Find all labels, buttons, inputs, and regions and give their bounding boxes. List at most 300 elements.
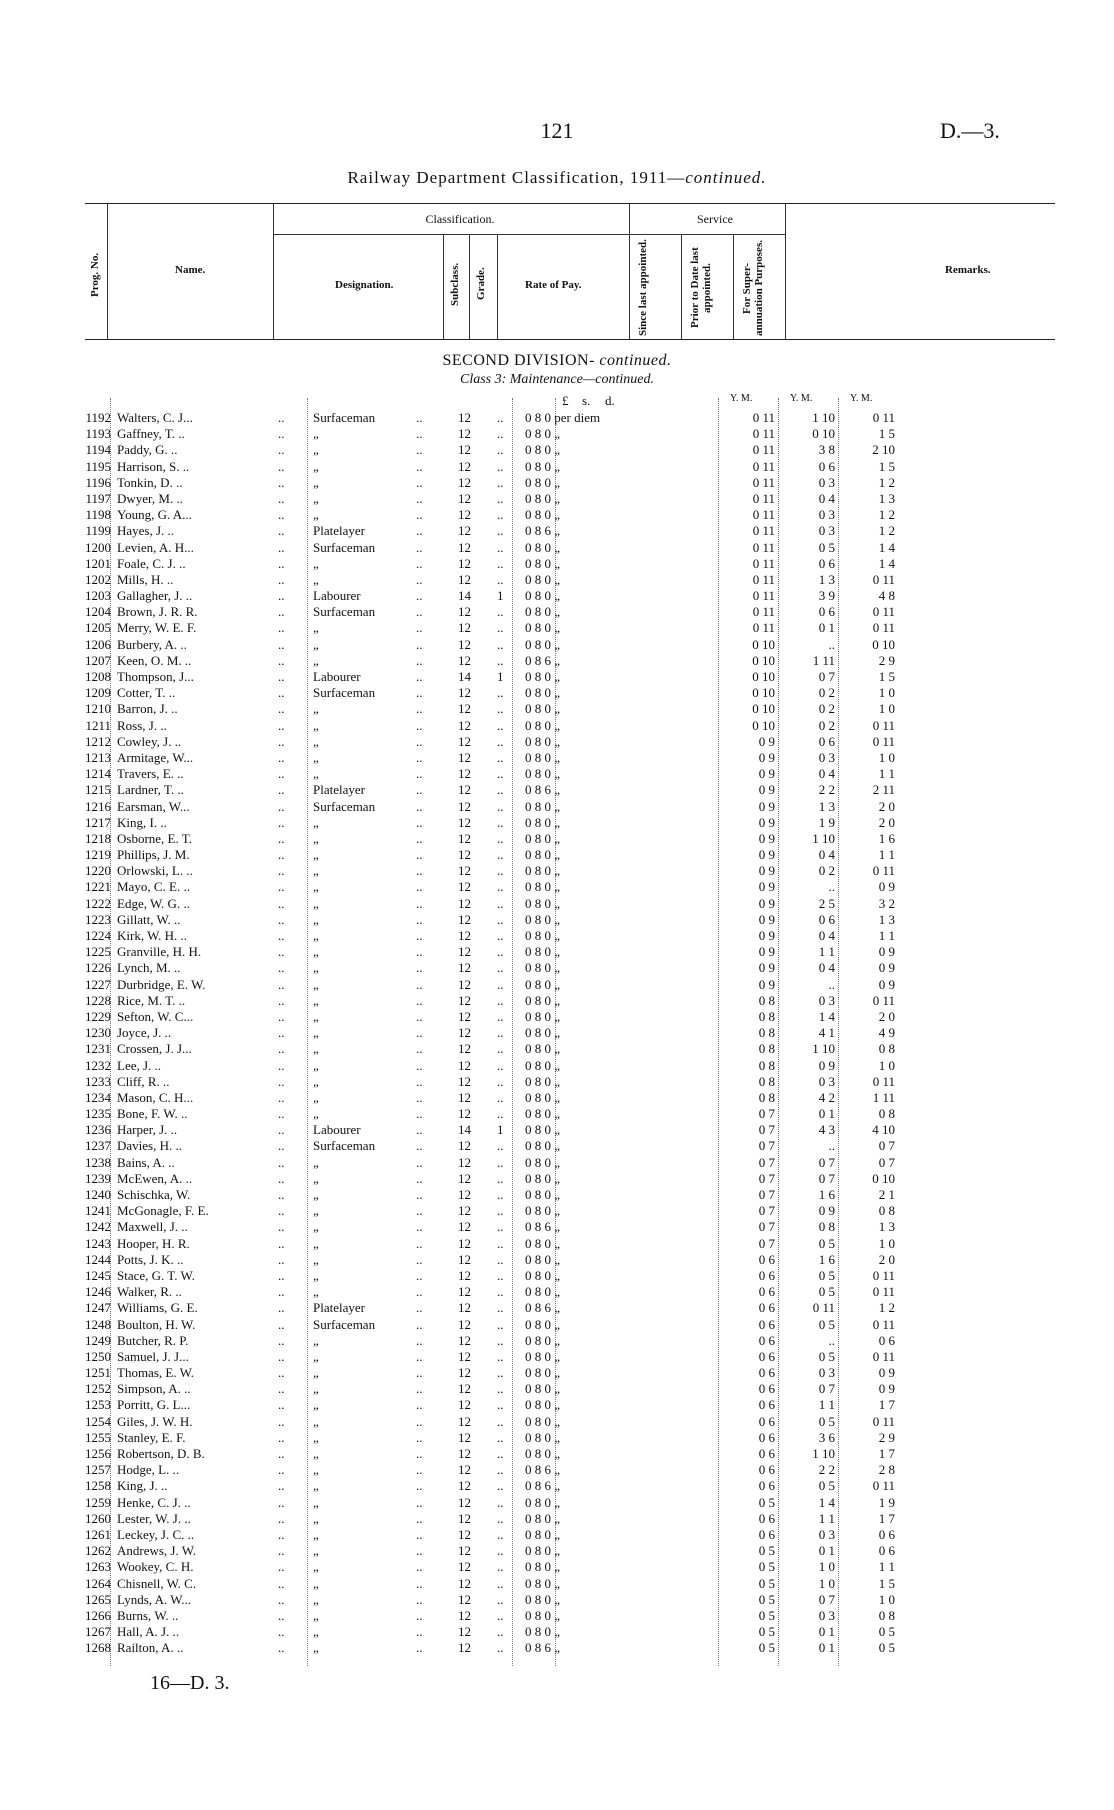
table-row [85, 653, 985, 669]
prior-to-date: 0 1 [818, 1543, 835, 1559]
table-row [85, 572, 985, 588]
since-last: 0 11 [752, 442, 775, 458]
designation: „ [313, 1332, 319, 1348]
prior-to-date: 0 5 [818, 539, 835, 555]
subclass: 12 [458, 814, 471, 830]
table-row [85, 1236, 985, 1252]
prog-no: 1265 [85, 1591, 111, 1607]
table-row [85, 1138, 985, 1154]
prog-no: 1236 [85, 1122, 111, 1138]
grade: .. [497, 685, 504, 701]
prior-to-date: 4 3 [818, 1122, 835, 1138]
table-row [85, 750, 985, 766]
employee-name: Burbery, A. .. [117, 636, 187, 652]
prior-to-date: 2 2 [818, 782, 835, 798]
employee-name: Bains, A. .. [117, 1154, 175, 1170]
since-last: 0 6 [758, 1413, 775, 1429]
table-row [85, 1106, 985, 1122]
since-last: 0 9 [758, 911, 775, 927]
dots: .. [416, 410, 423, 425]
employee-name: Chisnell, W. C. [117, 1575, 197, 1591]
dots: .. [416, 620, 423, 636]
subclass: 12 [458, 766, 471, 782]
subclass: 12 [458, 1348, 471, 1364]
employee-name: Potts, J. K. .. [117, 1251, 184, 1267]
prog-no: 1259 [85, 1494, 111, 1510]
since-last: 0 6 [758, 1381, 775, 1397]
grade: .. [497, 798, 504, 814]
prog-no: 1233 [85, 1073, 111, 1089]
superannuation: 1 2 [878, 1300, 895, 1316]
subclass: 12 [458, 911, 471, 927]
superannuation: 0 11 [872, 410, 895, 425]
superannuation: 0 6 [878, 1526, 895, 1542]
rate-of-pay: 0 8 0 „ [525, 474, 561, 490]
designation: „ [313, 1575, 319, 1591]
prior-to-date: .. [828, 1138, 835, 1154]
prior-to-date: 0 10 [812, 426, 835, 442]
since-last: 0 10 [752, 636, 775, 652]
employee-name: Stace, G. T. W. [117, 1267, 195, 1283]
dots: .. [416, 1526, 423, 1542]
designation: „ [313, 555, 319, 571]
since-last: 0 6 [758, 1348, 775, 1364]
grade: .. [497, 1154, 504, 1170]
since-last: 0 10 [752, 701, 775, 717]
dots: .. [416, 669, 423, 684]
table-row [85, 1381, 985, 1397]
grade: .. [497, 1543, 504, 1559]
rate-of-pay: 0 8 0 „ [525, 847, 561, 863]
rate-of-pay: 0 8 0 „ [525, 426, 561, 442]
rate-of-pay: 0 8 0 „ [525, 749, 561, 765]
employee-name: Levien, A. H... [117, 539, 194, 555]
dots: .. [278, 1106, 285, 1122]
superannuation: 0 11 [872, 1348, 895, 1364]
dots: .. [416, 863, 423, 879]
prior-to-date: 1 1 [818, 1397, 835, 1413]
designation: „ [313, 1494, 319, 1510]
table-row [85, 1317, 985, 1333]
prog-no: 1262 [85, 1543, 111, 1559]
rate-of-pay: 0 8 0 „ [525, 1041, 561, 1057]
designation: „ [313, 1446, 319, 1461]
subclass: 12 [458, 960, 471, 976]
since-last: 0 8 [758, 1073, 775, 1089]
designation: „ [313, 879, 319, 895]
grade: .. [497, 944, 504, 960]
subclass: 12 [458, 490, 471, 506]
superannuation: 1 1 [878, 766, 895, 782]
prior-to-date: 0 2 [818, 717, 835, 733]
since-last: 0 7 [758, 1106, 775, 1122]
prior-to-date: 0 6 [818, 733, 835, 749]
dots: .. [278, 830, 285, 846]
dots: .. [416, 1381, 423, 1397]
dots: .. [416, 1251, 423, 1267]
grade: .. [497, 507, 504, 523]
grade: 1 [497, 1122, 504, 1138]
table-row [85, 1624, 985, 1640]
prior-to-date: 0 1 [818, 1640, 835, 1656]
grade: .. [497, 960, 504, 976]
prog-no: 1212 [85, 733, 111, 749]
employee-name: Hodge, L. .. [117, 1462, 180, 1478]
employee-name: Orlowski, L. .. [117, 863, 193, 879]
dots: .. [416, 798, 423, 814]
superannuation: 1 7 [878, 1397, 895, 1413]
designation: „ [313, 749, 319, 765]
subclass: 12 [458, 992, 471, 1008]
grade: .. [497, 1267, 504, 1283]
prior-to-date: 0 1 [818, 1624, 835, 1640]
prog-no: 1197 [85, 490, 111, 506]
table-row [85, 1446, 985, 1462]
subclass: 12 [458, 636, 471, 652]
subclass: 12 [458, 733, 471, 749]
superannuation: 0 11 [872, 1284, 895, 1300]
header-superannuation: For Super-annuation Purposes. [741, 240, 765, 336]
since-last: 0 9 [758, 960, 775, 976]
dots: .. [416, 685, 423, 701]
rate-of-pay: 0 8 0 „ [525, 944, 561, 960]
employee-name: Hooper, H. R. [117, 1235, 190, 1251]
employee-name: Edge, W. G. .. [117, 895, 190, 911]
dots: .. [416, 717, 423, 733]
designation: Platelayer [313, 782, 365, 798]
since-last: 0 5 [758, 1607, 775, 1623]
designation: „ [313, 620, 319, 636]
dots: .. [416, 652, 423, 668]
superannuation: 0 11 [872, 571, 895, 587]
subclass: 12 [458, 847, 471, 863]
grade: .. [497, 474, 504, 490]
superannuation: 0 8 [878, 1203, 895, 1219]
subclass: 12 [458, 1041, 471, 1057]
grade: .. [497, 879, 504, 895]
table-row [85, 507, 985, 523]
prior-to-date: 0 4 [818, 766, 835, 782]
prior-to-date: 0 3 [818, 1365, 835, 1381]
prog-no: 1219 [85, 847, 111, 863]
dots: .. [278, 442, 285, 458]
prog-no: 1264 [85, 1575, 111, 1591]
prior-to-date: 0 4 [818, 928, 835, 943]
dots: .. [416, 1543, 423, 1559]
grade: .. [497, 733, 504, 749]
since-last: 0 5 [758, 1591, 775, 1607]
prog-no: 1220 [85, 863, 111, 879]
grade: .. [497, 571, 504, 587]
prior-to-date: 4 1 [818, 1025, 835, 1041]
prior-to-date: 0 3 [818, 992, 835, 1008]
superannuation: 2 0 [878, 1008, 895, 1024]
employee-name: Gillatt, W. .. [117, 911, 181, 927]
dots: .. [278, 571, 285, 587]
prog-no: 1256 [85, 1446, 111, 1461]
subclass: 12 [458, 571, 471, 587]
prior-to-date: 0 5 [818, 1316, 835, 1332]
subclass: 12 [458, 1170, 471, 1186]
prior-to-date: 1 10 [812, 1041, 835, 1057]
dots: .. [278, 733, 285, 749]
prog-no: 1214 [85, 766, 111, 782]
subclass: 12 [458, 1510, 471, 1526]
dots: .. [416, 1332, 423, 1348]
prog-no: 1235 [85, 1106, 111, 1122]
since-last: 0 10 [752, 717, 775, 733]
table-row [85, 1462, 985, 1478]
dots: .. [416, 960, 423, 976]
designation: Surfaceman [313, 410, 376, 425]
since-last: 0 5 [758, 1494, 775, 1510]
grade: .. [497, 1219, 504, 1235]
dots: .. [416, 604, 423, 620]
dots: .. [278, 1397, 285, 1413]
header-prog-no: Prog. No. [89, 252, 101, 298]
since-last: 0 9 [758, 879, 775, 895]
table-row [85, 1219, 985, 1235]
dots: .. [416, 1429, 423, 1445]
rate-of-pay: 0 8 0 „ [525, 1429, 561, 1445]
prog-no: 1237 [85, 1138, 111, 1154]
prior-to-date: 0 5 [818, 1478, 835, 1494]
prog-no: 1247 [85, 1300, 111, 1316]
dots: .. [278, 1316, 285, 1332]
grade: .. [497, 749, 504, 765]
rate-of-pay: 0 8 6 „ [525, 652, 561, 668]
dots: .. [416, 1397, 423, 1413]
employee-name: Keen, O. M. .. [117, 652, 192, 668]
employee-name: Cotter, T. .. [117, 685, 176, 701]
dots: .. [278, 1170, 285, 1186]
superannuation: 0 9 [878, 1365, 895, 1381]
prog-no: 1204 [85, 604, 111, 620]
rate-of-pay: 0 8 0 „ [525, 1559, 561, 1575]
since-last: 0 11 [752, 474, 775, 490]
grade: 1 [497, 669, 504, 684]
dots: .. [416, 847, 423, 863]
rate-of-pay: 0 8 0 „ [525, 1446, 561, 1461]
prior-to-date: 4 2 [818, 1089, 835, 1105]
dots: .. [278, 701, 285, 717]
designation: „ [313, 442, 319, 458]
prior-to-date: 1 9 [818, 814, 835, 830]
since-last: 0 10 [752, 685, 775, 701]
rate-of-pay: 0 8 0 „ [525, 879, 561, 895]
dots: .. [278, 928, 285, 943]
designation: „ [313, 1170, 319, 1186]
designation: „ [313, 1041, 319, 1057]
table-row [85, 491, 985, 507]
subclass: 12 [458, 717, 471, 733]
dots: .. [416, 992, 423, 1008]
dots: .. [278, 1348, 285, 1364]
subclass: 12 [458, 1365, 471, 1381]
prog-no: 1203 [85, 588, 111, 604]
since-last: 0 6 [758, 1300, 775, 1316]
dots: .. [416, 1624, 423, 1640]
superannuation: 1 0 [878, 1057, 895, 1073]
prog-no: 1244 [85, 1251, 111, 1267]
dots: .. [416, 1413, 423, 1429]
employee-name: Earsman, W... [117, 798, 190, 814]
designation: Surfaceman [313, 539, 376, 555]
prior-to-date: 2 2 [818, 1462, 835, 1478]
dots: .. [278, 749, 285, 765]
grade: .. [497, 992, 504, 1008]
superannuation: 1 7 [878, 1446, 895, 1461]
rate-of-pay: 0 8 0 „ [525, 636, 561, 652]
rate-of-pay: 0 8 0 „ [525, 1170, 561, 1186]
since-last: 0 6 [758, 1478, 775, 1494]
designation: „ [313, 1154, 319, 1170]
dots: .. [416, 1170, 423, 1186]
since-last: 0 6 [758, 1332, 775, 1348]
unit-since: Y. M. [730, 393, 753, 404]
subclass: 12 [458, 782, 471, 798]
since-last: 0 5 [758, 1640, 775, 1656]
grade: .. [497, 652, 504, 668]
subclass: 12 [458, 1154, 471, 1170]
grade: .. [497, 1413, 504, 1429]
superannuation: 0 6 [878, 1543, 895, 1559]
prior-to-date: .. [828, 1332, 835, 1348]
superannuation: 0 8 [878, 1106, 895, 1122]
superannuation: 1 1 [878, 928, 895, 943]
prog-no: 1228 [85, 992, 111, 1008]
dots: .. [278, 1607, 285, 1623]
superannuation: 0 11 [872, 1073, 895, 1089]
dots: .. [278, 847, 285, 863]
grade: .. [497, 1526, 504, 1542]
since-last: 0 11 [752, 426, 775, 442]
prior-to-date: 3 8 [818, 442, 835, 458]
designation: „ [313, 1510, 319, 1526]
grade: .. [497, 1381, 504, 1397]
prog-no: 1215 [85, 782, 111, 798]
dots: .. [416, 571, 423, 587]
since-last: 0 8 [758, 992, 775, 1008]
dots: .. [278, 814, 285, 830]
since-last: 0 5 [758, 1624, 775, 1640]
subclass: 12 [458, 1446, 471, 1461]
since-last: 0 9 [758, 766, 775, 782]
table-row [85, 459, 985, 475]
prog-no: 1226 [85, 960, 111, 976]
designation: „ [313, 1025, 319, 1041]
designation: „ [313, 1543, 319, 1559]
dots: .. [278, 1543, 285, 1559]
dots: .. [416, 1267, 423, 1283]
rate-of-pay: 0 8 0 „ [525, 669, 561, 684]
dots: .. [278, 1284, 285, 1300]
prior-to-date: 0 3 [818, 507, 835, 523]
superannuation: 0 8 [878, 1607, 895, 1623]
employee-name: King, I. .. [117, 814, 167, 830]
table-row [85, 1349, 985, 1365]
prior-to-date: 0 7 [818, 1381, 835, 1397]
dots: .. [278, 1219, 285, 1235]
prog-no: 1268 [85, 1640, 111, 1656]
dots: .. [416, 1219, 423, 1235]
rate-of-pay: 0 8 0 „ [525, 1267, 561, 1283]
rate-of-pay: 0 8 0 „ [525, 1106, 561, 1122]
designation: „ [313, 636, 319, 652]
designation: „ [313, 1381, 319, 1397]
since-last: 0 9 [758, 814, 775, 830]
prior-to-date: 1 1 [818, 944, 835, 960]
employee-name: Porritt, G. L... [117, 1397, 191, 1413]
superannuation: 1 0 [878, 701, 895, 717]
since-last: 0 7 [758, 1203, 775, 1219]
dots: .. [278, 1494, 285, 1510]
dots: .. [416, 830, 423, 846]
prog-no: 1218 [85, 830, 111, 846]
grade: .. [497, 410, 504, 425]
dots: .. [278, 782, 285, 798]
prior-to-date: 0 3 [818, 1073, 835, 1089]
superannuation: 1 0 [878, 1591, 895, 1607]
since-last: 0 8 [758, 1057, 775, 1073]
subclass: 12 [458, 944, 471, 960]
table-row [85, 604, 985, 620]
prior-to-date: 0 2 [818, 701, 835, 717]
since-last: 0 11 [752, 490, 775, 506]
dots: .. [416, 1494, 423, 1510]
superannuation: 1 5 [878, 458, 895, 474]
table-row [85, 896, 985, 912]
superannuation: 4 10 [872, 1122, 895, 1138]
dots: .. [278, 1089, 285, 1105]
grade: .. [497, 1300, 504, 1316]
rate-of-pay: 0 8 0 „ [525, 911, 561, 927]
prog-no: 1229 [85, 1008, 111, 1024]
dots: .. [278, 1041, 285, 1057]
table-row [85, 442, 985, 458]
header-name: Name. [175, 264, 206, 276]
prog-no: 1258 [85, 1478, 111, 1494]
grade: 1 [497, 588, 504, 604]
header-subclass: Subclass. [449, 262, 461, 306]
prior-to-date: .. [828, 879, 835, 895]
designation: „ [313, 1413, 319, 1429]
subclass: 12 [458, 474, 471, 490]
table-row [85, 1203, 985, 1219]
designation: „ [313, 490, 319, 506]
subclass: 12 [458, 1089, 471, 1105]
dots: .. [278, 555, 285, 571]
dots: .. [416, 782, 423, 798]
grade: .. [497, 1138, 504, 1154]
rate-of-pay: 0 8 0 „ [525, 1057, 561, 1073]
prog-no: 1194 [85, 442, 111, 458]
table-row [85, 799, 985, 815]
designation: „ [313, 426, 319, 442]
designation: „ [313, 507, 319, 523]
employee-name: Henke, C. J. .. [117, 1494, 191, 1510]
subclass: 12 [458, 442, 471, 458]
dots: .. [416, 1089, 423, 1105]
designation: „ [313, 911, 319, 927]
dots: .. [416, 879, 423, 895]
dots: .. [416, 814, 423, 830]
superannuation: 1 11 [872, 1089, 895, 1105]
table-row [85, 1495, 985, 1511]
prior-to-date: 0 2 [818, 863, 835, 879]
prog-no: 1198 [85, 507, 111, 523]
grade: .. [497, 1365, 504, 1381]
